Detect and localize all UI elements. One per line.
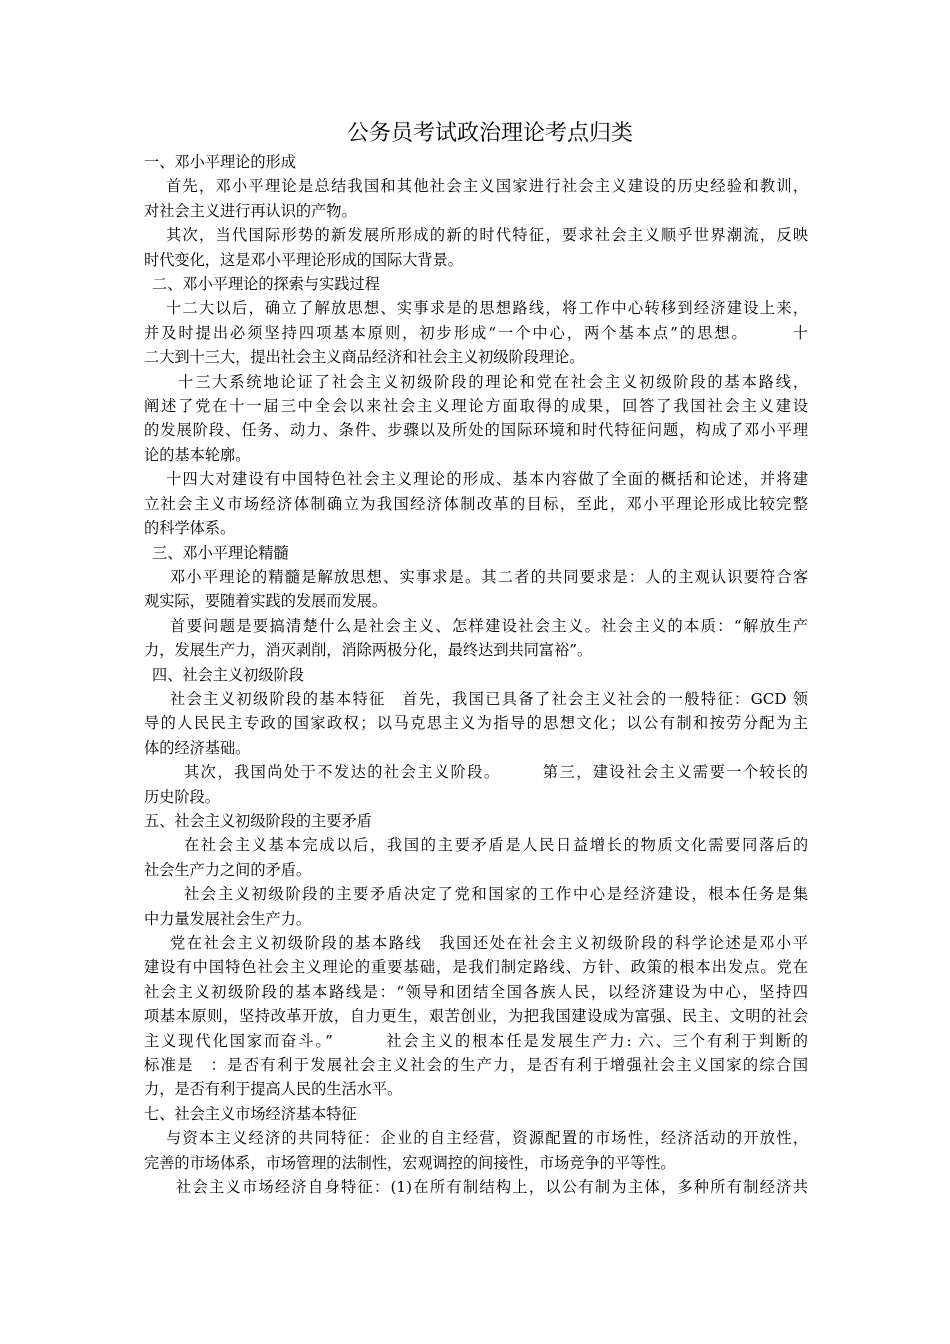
paragraph-line: 论的基本轮廓。: [144, 445, 251, 464]
paragraph-line: 在社会主义基本完成以后，我国的主要矛盾是人民日益增长的物质文化需要同落后的: [184, 836, 808, 855]
paragraph-line: 首要问题是要搞清楚什么是社会主义、怎样建设社会主义。社会主义的本质：“解放生产: [170, 616, 808, 635]
paragraph-line: 与资本主义经济的共同特征：企业的自主经营，资源配置的市场性，经济活动的开放性，: [166, 1129, 808, 1148]
paragraph-line: 中力量发展社会生产力。: [144, 909, 312, 928]
paragraph-line: 十二大以后，确立了解放思想、实事求是的思想路线，将工作中心转移到经济建设上来，: [166, 299, 808, 318]
paragraph-line: 历史阶段。: [144, 787, 220, 806]
paragraph-line: 力，是否有利于提高人民的生活水平。: [144, 1080, 403, 1099]
section-heading: 七、社会主义市场经济基本特征: [144, 1104, 357, 1123]
paragraph-line: 社会主义初级阶段的主要矛盾决定了党和国家的工作中心是经济建设，根本任务是集: [184, 885, 808, 904]
section-heading: 四、社会主义初级阶段: [152, 665, 304, 684]
paragraph-line: 二大到十三大，提出社会主义商品经济和社会主义初级阶段理论。: [144, 348, 585, 367]
paragraph-line: 阐述了党在十一届三中全会以来社会主义理论方面取得的成果，回答了我国社会主义建设: [144, 397, 808, 416]
paragraph-line: 的科学体系。: [144, 519, 236, 538]
paragraph-line: 导的人民民主专政的国家政权；以马克思主义为指导的思想文化；以公有制和按劳分配为主: [144, 714, 808, 733]
paragraph-line: 标准是 ：是否有利于发展社会主义社会的生产力，是否有利于增强社会主义国家的综合国: [144, 1056, 808, 1075]
paragraph-line: 十四大对建设有中国特色社会主义理论的形成、基本内容做了全面的概括和论述，并将建: [166, 470, 808, 489]
paragraph-line: 社会生产力之间的矛盾。: [144, 860, 312, 879]
paragraph-line: 力，发展生产力，消灭剥削，消除两极分化，最终达到共同富裕”。: [144, 641, 593, 660]
page-title: 公务员考试政治理论考点归类: [346, 121, 633, 146]
paragraph-line: 并及时提出必须坚持四项基本原则，初步形成“一个中心，两个基本点”的思想。 十: [144, 323, 808, 342]
paragraph-line: 十三大系统地论证了社会主义初级阶段的理论和党在社会主义初级阶段的基本路线，: [178, 372, 808, 391]
paragraph-line: 党在社会主义初级阶段的基本路线 我国还处在社会主义初级阶段的科学论述是邓小平: [170, 934, 808, 952]
paragraph-line: 的发展阶段、任务、动力、条件、步骤以及所处的国际环境和时代特征问题，构成了邓小平理: [144, 421, 808, 440]
paragraph-line: 社会主义初级阶段的基本路线是：“领导和团结全国各族人民，以经济建设为中心，坚持四: [144, 982, 808, 1001]
section-heading: 二、邓小平理论的探索与实践过程: [152, 275, 380, 294]
section-heading: 五、社会主义初级阶段的主要矛盾: [144, 811, 372, 830]
paragraph-line: 其次，我国尚处于不发达的社会主义阶段。 第三，建设社会主义需要一个较长的: [184, 763, 808, 782]
paragraph-line: 时代变化，这是邓小平理论形成的国际大背景。: [144, 250, 463, 269]
paragraph-line: 完善的市场体系，市场管理的法制性，宏观调控的间接性，市场竞争的平等性。: [144, 1153, 676, 1172]
document-body: [144, 118, 808, 1199]
paragraph-line: 首先，邓小平理论是总结我国和其他社会主义国家进行社会主义建设的历史经验和教训，: [166, 177, 808, 196]
paragraph-line: 主义现代化国家而奋斗。” 社会主义的根本任是发展生产力: 六、三个有利于判断的: [144, 1031, 808, 1050]
paragraph-line: 建设有中国特色社会主义理论的重要基础，是我们制定路线、方针、政策的根本出发点。党在: [144, 958, 808, 977]
section-heading: 三、邓小平理论精髓: [152, 543, 289, 562]
paragraph-line: 邓小平理论的精髓是解放思想、实事求是。其二者的共同要求是：人的主观认识要符合客: [170, 567, 808, 586]
paragraph-line: 社会主义市场经济自身特征：(1)在所有制结构上，以公有制为主体，多种所有制经济共: [176, 1178, 808, 1197]
paragraph-line: 观实际，要随着实践的发展而发展。: [144, 592, 387, 611]
paragraph-line: 社会主义初级阶段的基本特征 首先，我国已具备了社会主义社会的一般特征：GCD 领: [170, 689, 808, 708]
paragraph-line: 体的经济基础。: [144, 738, 251, 757]
paragraph-line: 项基本原则，坚持改革开放，自力更生，艰苦创业，为把我国建设成为富强、民主、文明的社会: [144, 1007, 808, 1026]
paragraph-line: 立社会主义市场经济体制确立为我国经济体制改革的目标，至此，邓小平理论形成比较完整: [144, 494, 808, 513]
paragraph-line: 其次，当代国际形势的新发展所形成的新的时代特征，要求社会主义顺乎世界潮流，反映: [166, 226, 808, 245]
section-heading: 一、邓小平理论的形成: [144, 153, 296, 171]
paragraph-line: 对社会主义进行再认识的产物。: [144, 201, 357, 220]
